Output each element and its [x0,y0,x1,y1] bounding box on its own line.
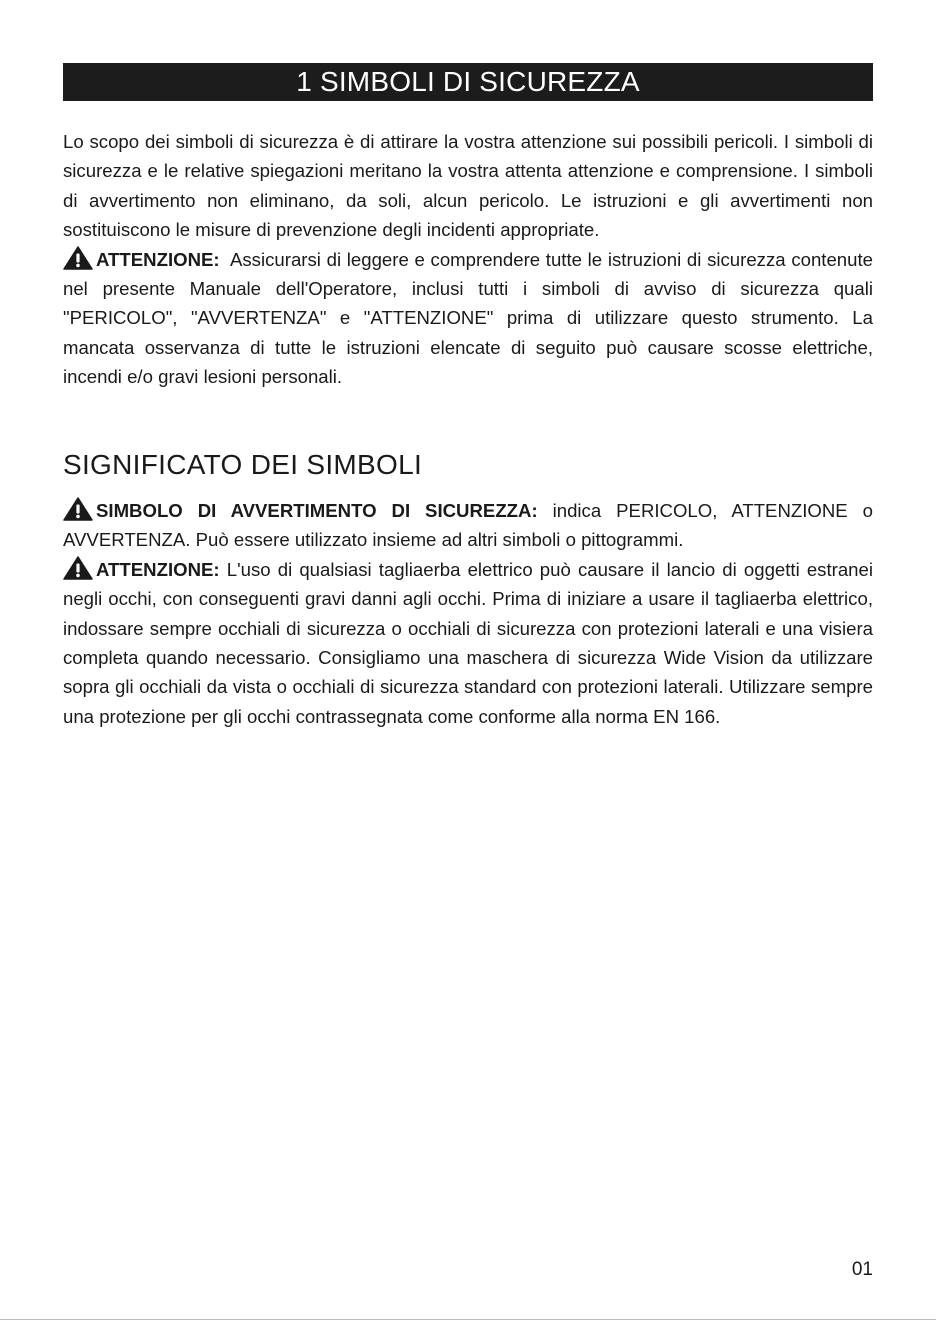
bottom-divider [0,1319,936,1320]
warning-triangle-icon [63,497,93,521]
symbols-section [63,496,873,731]
intro-section [63,127,873,392]
page-title-bar [63,63,873,101]
intro-paragraph: Lo scopo dei simboli di sicurezza è di attirare la vostra attenzione sui possibili pericoli. I simboli di sicurezza e le relative spiegazioni meritano la vostra attenta attenzione e comprensione. I simboli di avvertimento non eliminano, da soli, alcun pericolo. Le istruzioni e gli avvertimenti non sostituiscono le misure di prevenzione degli incidenti appropriate. [63,131,873,241]
symbol-item [63,555,873,731]
symbol-item-text: indica PERICOLO, ATTENZIONE o AVVERTENZA. Può essere utilizzato insieme ad altri simboli o pittogrammi. [63,500,873,551]
symbol-item-text: L'uso di qualsiasi tagliaerba elettrico può causare il lancio di oggetti estranei negli occhi, con conseguenti gravi danni agli occhi. Prima di iniziare a usare il tagliaerba elettrico, indossare sempre occhiali di sicurezza o occhiali di sicurezza con protezioni laterali e una visiera completa quando necessario. Consigliamo una maschera di sicurezza Wide Vision da utilizzare sopra gli occhiali da vista o occhiali di sicurezza standard con protezioni laterali. Utilizzare sempre una protezione per gli occhi contrassegnata come conforme alla norma EN 166. [63,558,873,727]
section-title: SIGNIFICATO DEI SIMBOLI [63,449,423,480]
intro-warning-text: Assicurarsi di leggere e comprendere tutte le istruzioni di sicurezza contenute nel presente Manuale dell'Operatore, inclusi tutti i simboli di avviso di sicurezza quali "PERICOLO", "AVVERTENZA" e "ATTENZIONE" prima di utilizzare questo strumento. La mancata osservanza di tutte le istruzioni elencate di seguito può causare scosse elettriche, incendi e/o gravi lesioni personali. [63,248,873,388]
intro-warning-label: ATTENZIONE: [96,248,220,270]
page-number: 01 [851,1259,873,1280]
symbol-item-label: ATTENZIONE: [96,558,220,580]
symbol-item [63,496,873,555]
warning-triangle-icon [63,556,93,580]
page-title: 1 SIMBOLI DI SICUREZZA [296,66,640,97]
symbol-item-label: SIMBOLO DI AVVERTIMENTO DI SICUREZZA: [96,500,538,521]
warning-triangle-icon [63,246,93,270]
intro-warning [63,245,873,392]
